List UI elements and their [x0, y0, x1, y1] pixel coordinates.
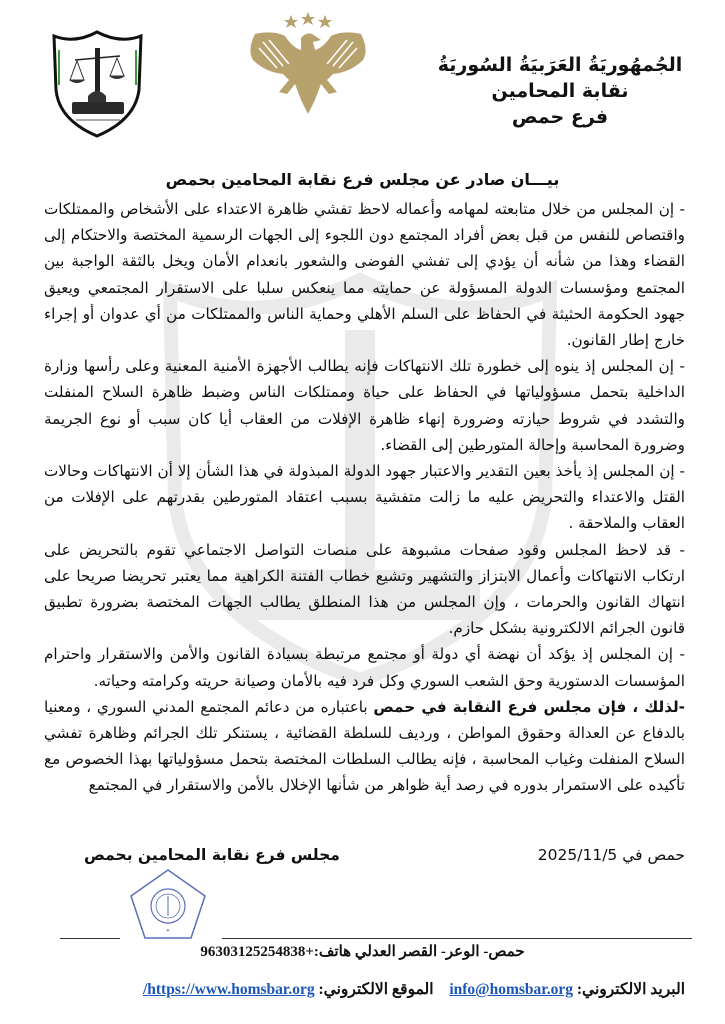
website-label: الموقع الالكتروني: [318, 981, 434, 998]
email-label: البريد الالكتروني: [576, 981, 685, 998]
paragraph: - إن المجلس إذ يؤكد أن نهضة أي دولة أو مجتمع مرتبطة بسيادة القانون والأمن والاستقرار واحترام المؤسسات الدستورية وحق الشعب السوري وكل فرد فيه بالأمان وصيانة حريته وكرامته وحياته. [44, 645, 685, 690]
paragraph: - إن المجلس من خلال متابعته لمهامه وأعماله لاحظ تفشي ظاهرة الاعتداء على الأشخاص والممتلكات واقتصاص للنفس من قبل بعض أفراد المجتمع دون اللجوء إلى الجهات الرسمية المختصة والاحتكام إلى القضاء وهذا من شأنه أن يؤدي إلى تفشي الفوضى والشعور بانعدام الأمان ويخل بالثقة الواجبة بين المجتمع ومؤسسات الدولة المسؤولة عن حمايته مما ينعكس سلبا على الاستقرار المجتمعي ويعيق جهود الحكومة الحثيثة في الحفاظ على السلم الأهلي وحماية الناس والممتلكات من أي عدوان أو إجراء خارج إطار القانون. [44, 200, 685, 350]
conclusion-text: باعتباره من دعائم المجتمع المدني السوري ، ومعنيا بالدفاع عن العدالة وحقوق المواطن ، ورديف للسلطة القضائية ، يستنكر تلك الجرائم وظاهرة تفشي السلاح المنفلت وغياب المحاسبة ، فإنه يطالب السلطات المختصة بتحمل مسؤولياتها بهذا الخصوص مع تأكيده على الاستمرار بدوره في رصد أية ظواهر من شأنها الإخلال بالأمن والاستقرار في المجتمع [44, 697, 685, 795]
branch-name: فرع حمص [511, 106, 609, 128]
footer-divider-right [222, 938, 692, 939]
paragraph: - قد لاحظ المجلس وقود صفحات مشبوهة على منصات التواصل الاجتماعي تقوم بالتحريض على ارتكاب الانتهاكات وأعمال الابتزاز والتشهير وتشيع خطاب الفتنة الكراهية مما يعتبر تحريضا صريحا على انتهاك القانون والحرمات ، وإن المجلس من هذا المنطلق يطالب الجهات المختصة بضرورة تطبيق قانون الجرائم الالكترونية بشكل حازم. [44, 540, 685, 638]
footer-contacts [80, 980, 685, 999]
letterhead [435, 52, 685, 130]
footer-address-phone: حمص- الوعر- القصر العدلي هاتف:+96303125254838 [200, 944, 525, 960]
issue-date: حمص في 2025/11/5 [537, 846, 685, 864]
conclusion-lead: -لذلك ، فإن مجلس فرع النقابة في حمص [373, 697, 685, 716]
paragraph: - إن المجلس إذ يأخذ بعين التقدير والاعتبار جهود الدولة المبذولة في هذا الشأن إلا أن الانتهاكات وحالات القتل والاعتداء والتحريض عليه ما زالت متفشية بسبب اعتقاد المتورطين بقدرتهم على الإفلات من العقاب والملاحقة . [44, 462, 685, 533]
statement-body [44, 196, 685, 799]
signing-council: مجلس فرع نقابة المحامين بحمص [84, 846, 340, 864]
svg-text:✦: ✦ [165, 928, 171, 934]
official-pentagon-stamp-icon [128, 868, 208, 940]
conclusion-paragraph [44, 694, 685, 799]
statement-title: بيـــان صادر عن مجلس فرع نقابة المحامين بحمص [165, 170, 560, 189]
email-link[interactable]: info@homsbar.org [449, 981, 573, 998]
syrian-eagle-emblem-icon [243, 10, 373, 120]
republic-name: الجُمهُوريَةُ العَرَبيَةُ السُوريَةُ [437, 54, 683, 76]
bar-association-shield-icon [50, 30, 145, 138]
paragraph: - إن المجلس إذ ينوه إلى خطورة تلك الانتهاكات فإنه يطالب الأجهزة الأمنية المعنية وعلى رأسها وزارة الداخلية بتحمل مسؤولياتها في الحفاظ على حياة وممتلكات الناس وضبط ظاهرة السلاح المنفلت والتشدد في شروط حيازته وضرورة إنهاء ظاهرة الإفلات من العقاب أيا كان سبب أو نوع الجريمة وضرورة المحاسبة وإحالة المتورطين إلى القضاء. [44, 357, 685, 454]
website-link[interactable]: https://www.homsbar.org/ [142, 981, 315, 998]
syndicate-name: نقابة المحامين [491, 80, 629, 102]
footer-divider-left [60, 938, 120, 939]
